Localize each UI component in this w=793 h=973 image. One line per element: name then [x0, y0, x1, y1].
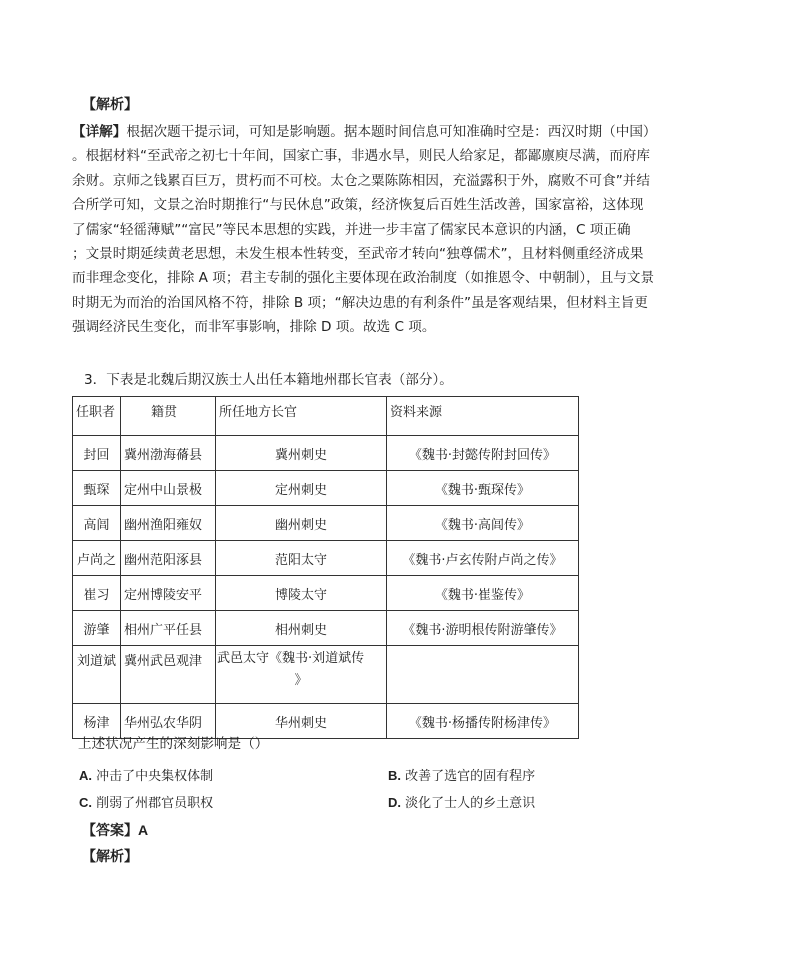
question-prompt: 上述状况产生的深刻影响是（）	[78, 736, 269, 752]
detail-line: 强调经济民生变化，而非军事影响，排除 D 项。故选 C 项。	[72, 319, 436, 336]
table-row	[73, 436, 579, 471]
analysis-label: 【解析】	[82, 97, 138, 113]
table-row	[73, 471, 579, 506]
option-d[interactable]: D. 淡化了士人的乡土意识	[388, 795, 536, 811]
question-stem: 3．下表是北魏后期汉族士人出任本籍地州郡长官表（部分）。	[84, 372, 453, 388]
table-cell: 博陵太守	[216, 576, 387, 611]
table-cell: 定州刺史	[216, 471, 387, 506]
table-header-cell: 任职者	[73, 397, 121, 436]
table-row	[73, 541, 579, 576]
table-cell: 华州弘农华阴	[121, 704, 216, 739]
table-cell: 范阳太守	[216, 541, 387, 576]
detail-line: 【详解】根据次题干提示词，可知是影响题。据本题时间信息可知准确时空是：西汉时期（中国）	[72, 124, 657, 140]
answer-line	[82, 820, 148, 840]
table-cell: 卢尚之	[73, 541, 121, 576]
table-cell: 甄琛	[73, 471, 121, 506]
table-cell: 《魏书·甄琛传》	[387, 471, 579, 506]
table-cell: 《魏书·卢玄传附卢尚之传》	[387, 541, 579, 576]
detail-line: 时期无为而治的治国风格不符，排除 B 项；“解决边患的有利条件”虽是客观结果，但材料主旨更	[72, 294, 648, 311]
table-header-cell: 资料来源	[387, 397, 579, 436]
table-cell: 武邑太守《魏书·刘道斌传 》	[216, 646, 387, 704]
table-cell: 定州博陵安平	[121, 576, 216, 611]
detail-line: 。根据材料“至武帝之初七十年间，国家亡事，非遇水旱，则民人给家足，都鄙廪庾尽满，而府库	[72, 148, 650, 165]
table-cell: 幽州刺史	[216, 506, 387, 541]
table-cell: 封回	[73, 436, 121, 471]
official-table	[72, 396, 579, 739]
detail-line: 余财。京师之钱累百巨万，贯朽而不可校。太仓之粟陈陈相因，充溢露积于外，腐败不可食”并结	[72, 172, 650, 189]
table-cell: 高闾	[73, 506, 121, 541]
table-cell: 幽州范阳涿县	[121, 541, 216, 576]
option-a[interactable]: A. 冲击了中央集权体制	[79, 768, 214, 784]
table-cell: 相州广平任县	[121, 611, 216, 646]
table-cell: 《魏书·游明根传附游肇传》	[387, 611, 579, 646]
detail-paragraph	[72, 120, 676, 340]
table-cell: 游肇	[73, 611, 121, 646]
table-header-row	[73, 397, 579, 436]
detail-line: 了儒家“轻徭薄赋”“富民”等民本思想的实践，并进一步丰富了儒家民本意识的内涵，C 项正确	[72, 221, 631, 238]
table-cell: 崔习	[73, 576, 121, 611]
table-cell-empty	[387, 646, 579, 704]
table-cell: 《魏书·杨播传附杨津传》	[387, 704, 579, 739]
detail-line: 合所学可知，文景之治时期推行“与民休息”政策，经济恢复后百姓生活改善，国家富裕，这体现	[72, 197, 644, 214]
analysis-label-2: 【解析】	[82, 849, 138, 865]
answer-label: 【答案】	[82, 823, 138, 839]
table-cell: 冀州渤海蓨县	[121, 436, 216, 471]
table-row	[73, 576, 579, 611]
table-cell: 定州中山景极	[121, 471, 216, 506]
table-header-cell: 籍贯	[121, 397, 216, 436]
table-row	[73, 506, 579, 541]
table-cell: 相州刺史	[216, 611, 387, 646]
option-c[interactable]: C. 削弱了州郡官员职权	[79, 795, 214, 811]
table-cell: 《魏书·封懿传附封回传》	[387, 436, 579, 471]
detail-line: ；文景时期延续黄老思想，未发生根本性转变，至武帝才转向“独尊儒术”，且材料侧重经济成果	[72, 245, 644, 262]
table-row	[73, 611, 579, 646]
detail-label: 【详解】	[72, 124, 127, 140]
table-cell: 杨津	[73, 704, 121, 739]
table-cell: 幽州渔阳雍奴	[121, 506, 216, 541]
table-cell: 冀州武邑观津	[121, 646, 216, 704]
table-cell: 《魏书·高闾传》	[387, 506, 579, 541]
detail-line: 而非理念变化，排除 A 项；君主专制的强化主要体现在政治制度（如推恩令、中朝制），且与文景	[72, 270, 655, 287]
table-cell: 冀州刺史	[216, 436, 387, 471]
table-cell: 刘道斌	[73, 646, 121, 704]
table-row	[73, 646, 579, 704]
option-b[interactable]: B. 改善了选官的固有程序	[388, 768, 536, 784]
table-header-cell: 所任地方长官	[216, 397, 387, 436]
table-cell: 《魏书·崔鉴传》	[387, 576, 579, 611]
answer-value: A	[138, 822, 149, 838]
table-cell: 华州刺史	[216, 704, 387, 739]
